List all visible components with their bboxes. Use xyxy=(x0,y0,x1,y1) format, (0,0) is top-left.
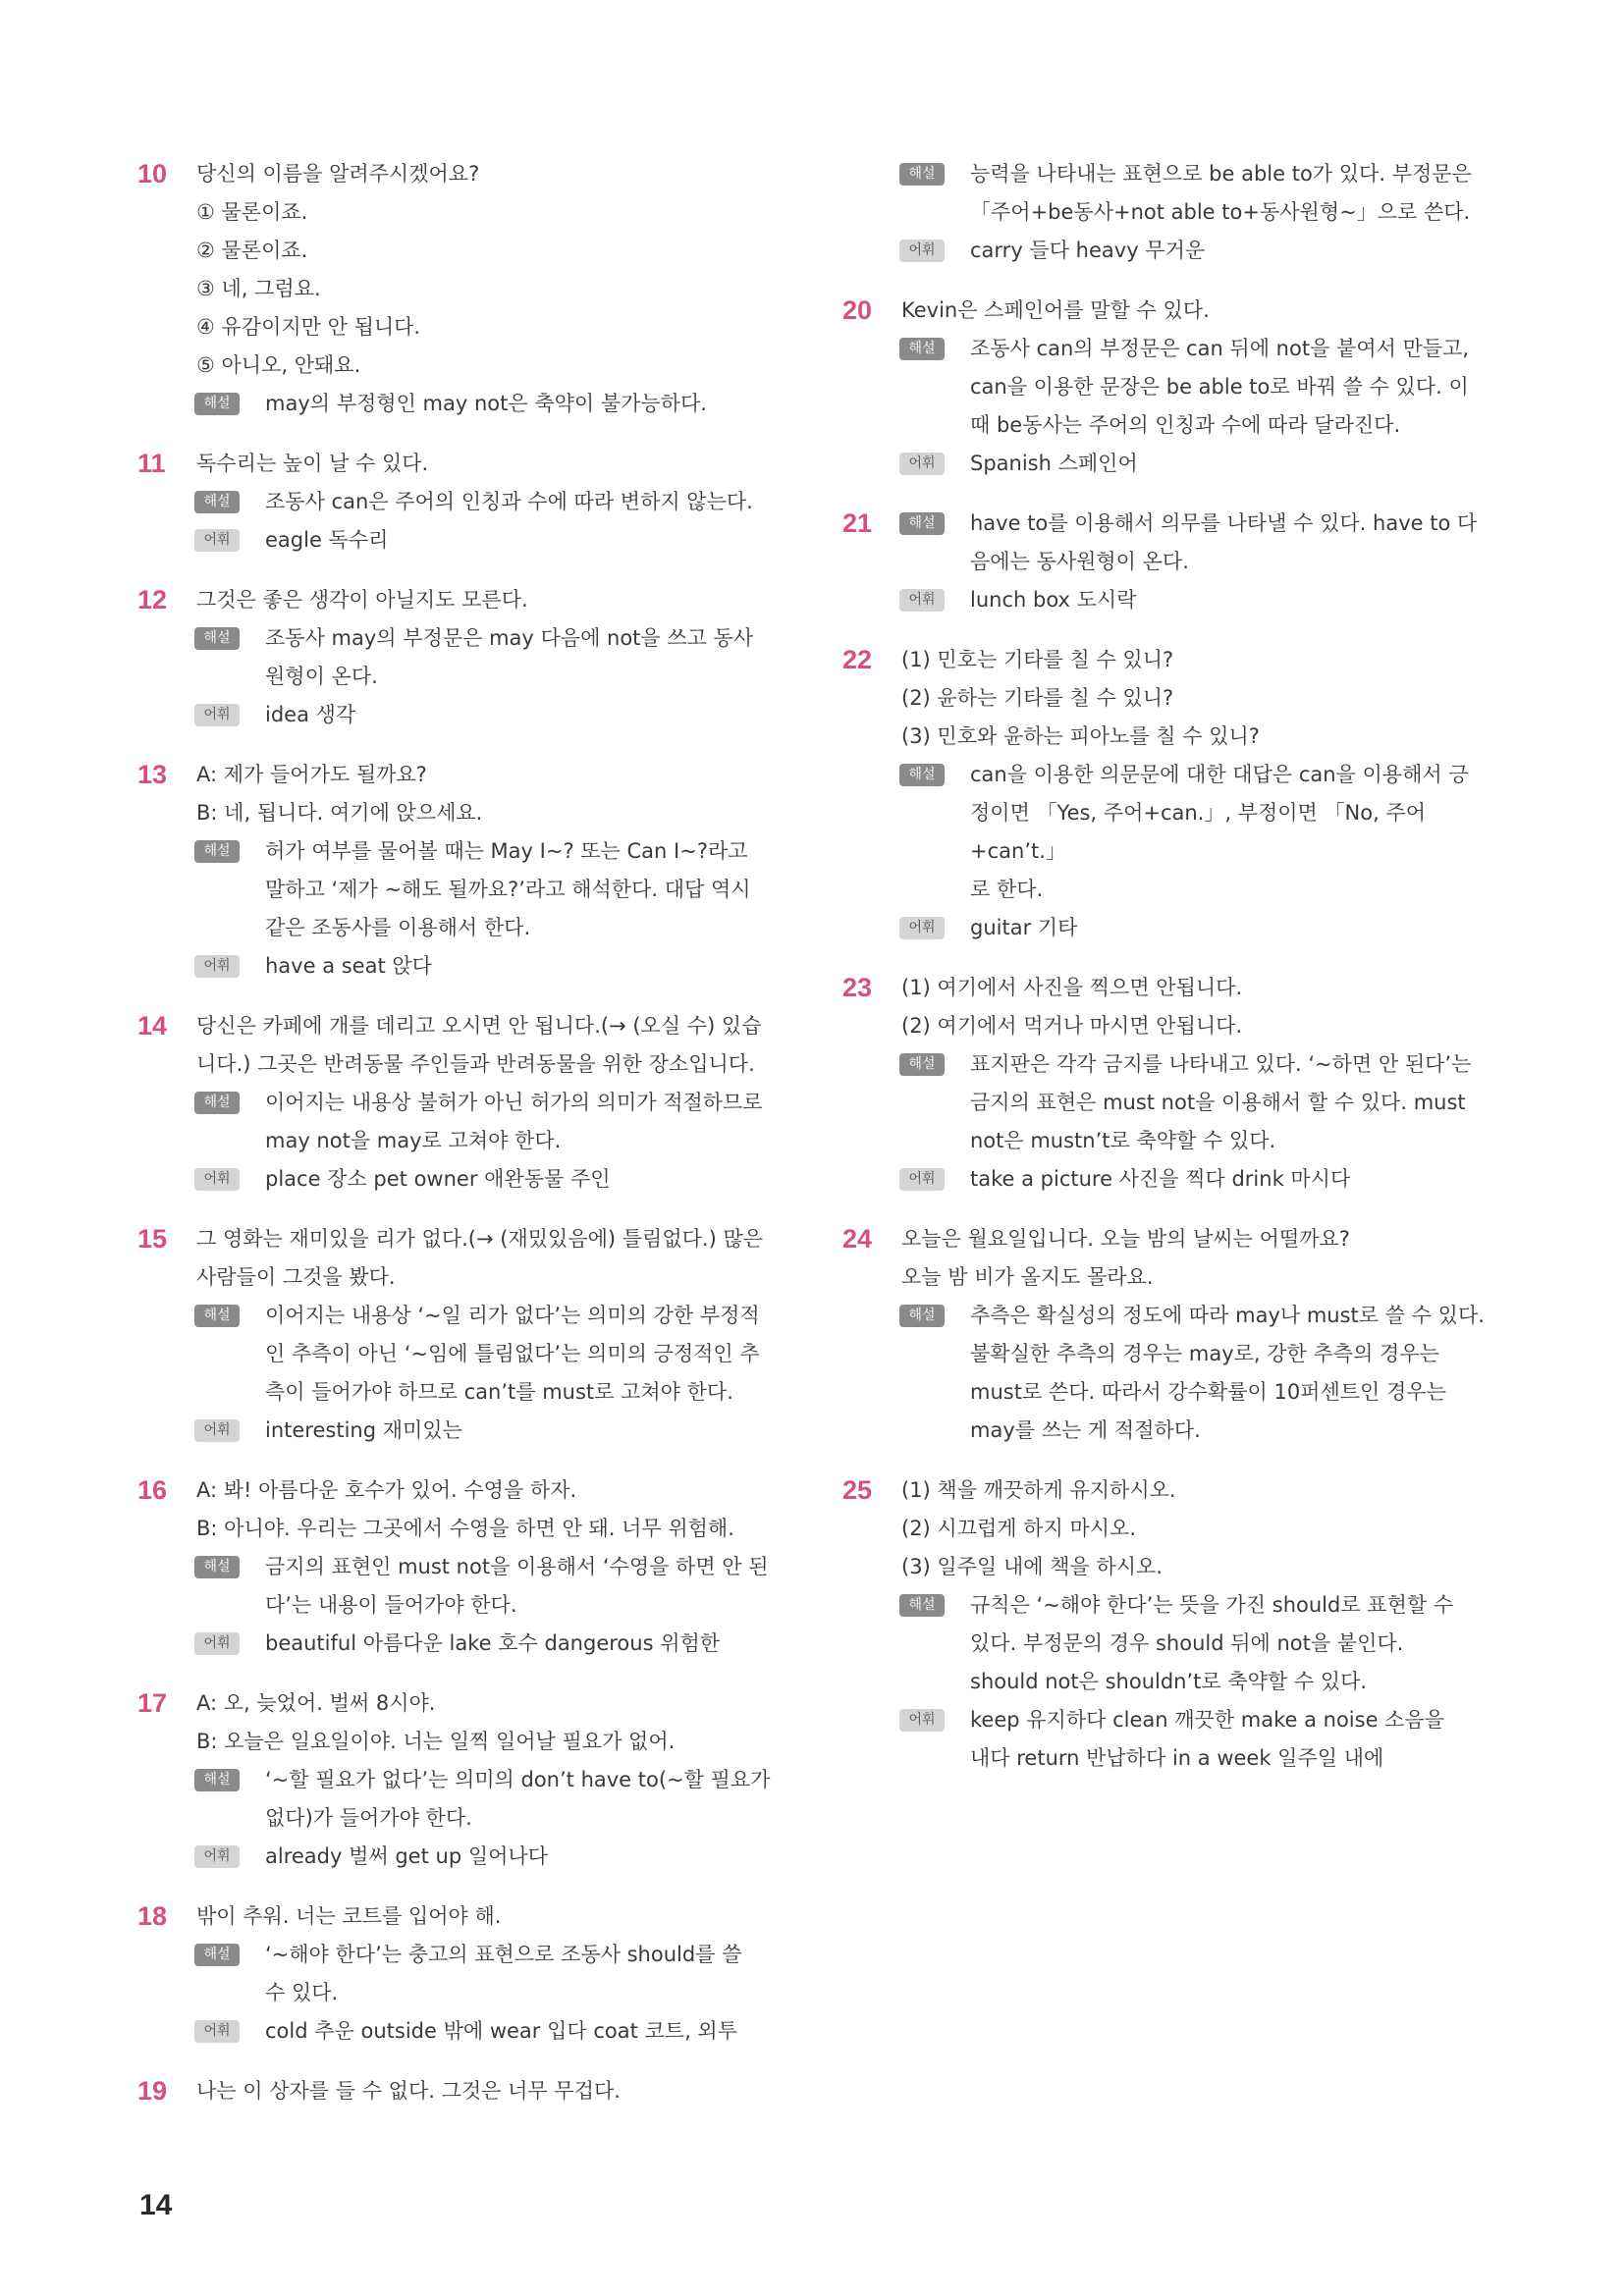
explanation-badge: 해설 xyxy=(194,1769,240,1791)
explanation-line: 원형이 온다. xyxy=(265,665,378,688)
explanation-line xyxy=(842,756,1490,794)
vocabulary-line xyxy=(137,1625,785,1663)
answer-line: (3) 민호와 윤하는 피아노를 칠 수 있니? xyxy=(901,724,1260,748)
answer-line: 13 A: 제가 들어가도 될까요? xyxy=(137,756,785,794)
explanation-text: 조동사 can의 부정문은 can 뒤에 not을 붙여서 만들고, xyxy=(970,337,1470,360)
vocabulary-text: carry 들다 heavy 무거운 xyxy=(970,239,1206,262)
explanation-line: 다’는 내용이 들어가야 한다. xyxy=(265,1593,517,1617)
question-number: 13 xyxy=(137,760,168,789)
answer-line: 22 (1) 민호는 기타를 칠 수 있니? xyxy=(842,641,1490,679)
vocabulary-badge: 어휘 xyxy=(899,1168,945,1191)
left-column xyxy=(137,155,785,2132)
answer-line: 사람들이 그것을 봤다. xyxy=(196,1265,396,1289)
explanation-badge: 해설 xyxy=(899,163,945,186)
answer-item xyxy=(137,1471,785,1663)
explanation-text: 이어지는 내용상 ‘~일 리가 없다’는 의미의 강한 부정적 xyxy=(265,1304,760,1327)
question-number: 22 xyxy=(842,645,873,674)
vocabulary-text: beautiful 아름다운 lake 호수 dangerous 위험한 xyxy=(265,1631,721,1655)
answer-item xyxy=(842,969,1490,1199)
vocabulary-text: keep 유지하다 clean 깨끗한 make a noise 소음을 xyxy=(970,1708,1445,1732)
vocabulary-line: 내다 return 반납하다 in a week 일주일 내에 xyxy=(970,1746,1384,1770)
answer-line: 17 A: 오, 늦었어. 벌써 8시야. xyxy=(137,1684,785,1723)
answer-line: 니다.) 그곳은 반려동물 주인들과 반려동물을 위한 장소입니다. xyxy=(196,1052,755,1076)
answer-line: (2) 윤하는 기타를 칠 수 있니? xyxy=(901,686,1174,710)
vocabulary-line xyxy=(137,1412,785,1450)
answer-line: (3) 일주일 내에 책을 하시오. xyxy=(901,1555,1163,1578)
vocabulary-badge: 어휘 xyxy=(899,1709,945,1732)
answer-line: 15 그 영화는 재미있을 리가 없다.(→ (재밌있음에) 틀림없다.) 많은 xyxy=(137,1220,785,1258)
vocabulary-badge: 어휘 xyxy=(194,1632,240,1655)
explanation-badge: 해설 xyxy=(899,512,945,535)
answer-item xyxy=(842,505,1490,619)
explanation-text: have to를 이용해서 의무를 나타낼 수 있다. have to 다 xyxy=(970,511,1478,535)
answer-line: 18 밖이 추워. 너는 코트를 입어야 해. xyxy=(137,1897,785,1936)
vocabulary-text: idea 생각 xyxy=(265,703,356,726)
answer-item xyxy=(137,445,785,560)
vocabulary-text: interesting 재미있는 xyxy=(265,1418,462,1442)
explanation-line xyxy=(842,505,1490,543)
explanation-text: 이어지는 내용상 불허가 아닌 허가의 의미가 적절하므로 xyxy=(265,1091,763,1114)
answer-line: B: 네, 됩니다. 여기에 앉으세요. xyxy=(196,801,483,825)
answer-line: ③ 네, 그럼요. xyxy=(196,277,321,300)
vocabulary-line xyxy=(842,1701,1490,1739)
explanation-line xyxy=(137,483,785,521)
explanation-line: 음에는 동사원형이 온다. xyxy=(970,550,1189,573)
question-number: 11 xyxy=(137,449,166,478)
explanation-text: may의 부정형인 may not은 축약이 불가능하다. xyxy=(265,392,707,415)
explanation-line xyxy=(137,1297,785,1335)
explanation-text: 조동사 may의 부정문은 may 다음에 not을 쓰고 동사 xyxy=(265,626,754,650)
explanation-text: can을 이용한 의문문에 대한 대답은 can을 이용해서 긍 xyxy=(970,763,1469,786)
answer-line: 14 당신은 카페에 개를 데리고 오시면 안 됩니다.(→ (오실 수) 있습 xyxy=(137,1007,785,1045)
explanation-line: 없다)가 들어가야 한다. xyxy=(265,1806,472,1830)
explanation-badge: 해설 xyxy=(194,1305,240,1327)
vocabulary-text: cold 추운 outside 밖에 wear 입다 coat 코트, 외투 xyxy=(265,2019,738,2043)
explanation-line xyxy=(137,1084,785,1122)
explanation-line xyxy=(137,1548,785,1586)
explanation-line: 로 한다. xyxy=(970,878,1044,901)
explanation-badge: 해설 xyxy=(194,1556,240,1578)
answer-item xyxy=(842,155,1490,270)
vocabulary-badge: 어휘 xyxy=(194,955,240,978)
answer-line: (2) 시끄럽게 하지 마시오. xyxy=(901,1517,1137,1540)
explanation-line: should not은 shouldn’t로 축약할 수 있다. xyxy=(970,1670,1368,1693)
right-column xyxy=(842,155,1490,1799)
explanation-line: 「주어+be동사+not able to+동사원형~」으로 쓴다. xyxy=(970,200,1471,224)
question-number: 10 xyxy=(137,159,168,188)
explanation-text: ‘~해야 한다’는 충고의 표현으로 조동사 should를 쓸 xyxy=(265,1943,742,1966)
explanation-line: 때 be동사는 주어의 인칭과 수에 따라 달라진다. xyxy=(970,413,1401,437)
explanation-text: 규칙은 ‘~해야 한다’는 뜻을 가진 should로 표현할 수 xyxy=(970,1593,1454,1617)
answer-line: 10 당신의 이름을 알려주시겠어요? xyxy=(137,155,785,193)
explanation-line: 측이 들어가야 하므로 can’t를 must로 고쳐야 한다. xyxy=(265,1380,733,1404)
vocabulary-line xyxy=(137,1838,785,1876)
explanation-badge: 해설 xyxy=(194,1944,240,1966)
vocabulary-text: place 장소 pet owner 애완동물 주인 xyxy=(265,1167,611,1191)
explanation-text: 금지의 표현인 must not을 이용해서 ‘수영을 하면 안 된 xyxy=(265,1555,769,1578)
question-number: 18 xyxy=(137,1901,168,1931)
vocabulary-line xyxy=(842,445,1490,483)
vocabulary-line xyxy=(842,232,1490,270)
explanation-line: 불확실한 추측의 경우는 may로, 강한 추측의 경우는 xyxy=(970,1342,1439,1365)
answer-line: ⑤ 아니오, 안돼요. xyxy=(196,353,361,377)
answer-item xyxy=(842,1471,1490,1778)
explanation-badge: 해설 xyxy=(194,491,240,513)
vocabulary-badge: 어휘 xyxy=(899,240,945,262)
explanation-line xyxy=(842,1297,1490,1335)
explanation-badge: 해설 xyxy=(899,1053,945,1076)
answer-line: 11 독수리는 높이 날 수 있다. xyxy=(137,445,785,483)
answer-line: 16 A: 봐! 아름다운 호수가 있어. 수영을 하자. xyxy=(137,1471,785,1510)
question-number: 14 xyxy=(137,1011,168,1041)
explanation-line: 같은 조동사를 이용해서 한다. xyxy=(265,916,531,939)
explanation-line: may not을 may로 고쳐야 한다. xyxy=(265,1129,562,1152)
question-number: 12 xyxy=(137,585,168,614)
vocabulary-badge: 어휘 xyxy=(194,1168,240,1191)
question-number: 24 xyxy=(842,1224,873,1254)
explanation-badge: 해설 xyxy=(899,764,945,786)
explanation-line: 있다. 부정문의 경우 should 뒤에 not을 붙인다. xyxy=(970,1631,1404,1655)
vocabulary-badge: 어휘 xyxy=(194,704,240,726)
question-number: 20 xyxy=(842,295,873,325)
explanation-badge: 해설 xyxy=(194,627,240,650)
explanation-text: 추측은 확실성의 정도에 따라 may나 must로 쓸 수 있다. xyxy=(970,1304,1485,1327)
answer-item xyxy=(137,155,785,423)
answer-line: 23 (1) 여기에서 사진을 찍으면 안됩니다. xyxy=(842,969,1490,1007)
answer-item xyxy=(137,1897,785,2051)
explanation-line xyxy=(137,619,785,658)
explanation-line xyxy=(137,1936,785,1974)
explanation-line xyxy=(137,385,785,423)
vocabulary-text: take a picture 사진을 찍다 drink 마시다 xyxy=(970,1167,1351,1191)
explanation-line xyxy=(137,1761,785,1799)
answer-item xyxy=(842,641,1490,947)
explanation-line: may를 쓰는 게 적절하다. xyxy=(970,1418,1201,1442)
question-number: 23 xyxy=(842,973,873,1002)
answer-line: (2) 여기에서 먹거나 마시면 안됩니다. xyxy=(901,1014,1243,1038)
explanation-line: 금지의 표현은 must not을 이용해서 할 수 있다. must xyxy=(970,1091,1466,1114)
answer-line: 12 그것은 좋은 생각이 아닐지도 모른다. xyxy=(137,581,785,619)
vocabulary-text: guitar 기타 xyxy=(970,916,1078,939)
vocabulary-line xyxy=(137,1160,785,1199)
explanation-line: must로 쓴다. 따라서 강수확률이 10퍼센트인 경우는 xyxy=(970,1380,1446,1404)
vocabulary-text: eagle 독수리 xyxy=(265,528,389,552)
question-number: 15 xyxy=(137,1224,168,1254)
explanation-line: not은 mustn’t로 축약할 수 있다. xyxy=(970,1129,1276,1152)
explanation-badge: 해설 xyxy=(899,338,945,360)
vocabulary-badge: 어휘 xyxy=(194,1419,240,1442)
vocabulary-line xyxy=(842,1160,1490,1199)
page-number: 14 xyxy=(139,2189,173,2221)
question-number: 16 xyxy=(137,1475,168,1505)
answer-line: ② 물론이죠. xyxy=(196,239,308,262)
vocabulary-text: have a seat 앉다 xyxy=(265,954,432,978)
question-number: 17 xyxy=(137,1688,168,1718)
answer-item xyxy=(137,581,785,734)
answer-item xyxy=(137,756,785,986)
explanation-text: 표지판은 각각 금지를 나타내고 있다. ‘~하면 안 된다’는 xyxy=(970,1052,1472,1076)
answer-line: 24 오늘은 월요일입니다. 오늘 밤의 날씨는 어떨까요? xyxy=(842,1220,1490,1258)
explanation-line: 말하고 ‘제가 ~해도 될까요?’라고 해석한다. 대답 역시 xyxy=(265,878,751,901)
vocabulary-line xyxy=(842,581,1490,619)
answer-item xyxy=(137,2072,785,2110)
explanation-line xyxy=(842,155,1490,193)
answer-line: ④ 유감이지만 안 됩니다. xyxy=(196,315,421,339)
vocabulary-line xyxy=(137,947,785,986)
vocabulary-text: already 벌써 get up 일어나다 xyxy=(265,1844,548,1868)
answer-item xyxy=(137,1684,785,1876)
explanation-line xyxy=(842,1045,1490,1084)
explanation-badge: 해설 xyxy=(194,393,240,415)
explanation-badge: 해설 xyxy=(899,1594,945,1617)
explanation-line: can을 이용한 문장은 be able to로 바꿔 쓸 수 있다. 이 xyxy=(970,375,1469,399)
explanation-text: 허가 여부를 물어볼 때는 May I~? 또는 Can I~?라고 xyxy=(265,839,748,863)
vocabulary-line xyxy=(137,521,785,560)
answer-line: 20 Kevin은 스페인어를 말할 수 있다. xyxy=(842,292,1490,330)
vocabulary-badge: 어휘 xyxy=(194,1845,240,1868)
explanation-badge: 해설 xyxy=(899,1305,945,1327)
explanation-line: 수 있다. xyxy=(265,1981,339,2004)
explanation-line: 정이면 「Yes, 주어+can.」, 부정이면 「No, 주어+can’t.」 xyxy=(970,801,1426,863)
explanation-text: 능력을 나타내는 표현으로 be able to가 있다. 부정문은 xyxy=(970,162,1472,186)
explanation-text: 조동사 can은 주어의 인칭과 수에 따라 변하지 않는다. xyxy=(265,490,753,513)
answer-line: 19 나는 이 상자를 들 수 없다. 그것은 너무 무겁다. xyxy=(137,2072,785,2110)
question-number: 19 xyxy=(137,2076,168,2106)
answer-item xyxy=(137,1007,785,1199)
question-number: 21 xyxy=(842,508,873,538)
answer-item xyxy=(137,1220,785,1450)
vocabulary-line xyxy=(137,2012,785,2051)
vocabulary-badge: 어휘 xyxy=(194,529,240,552)
vocabulary-line xyxy=(137,696,785,734)
explanation-badge: 해설 xyxy=(194,840,240,863)
vocabulary-text: lunch box 도시락 xyxy=(970,588,1137,612)
answer-line: ① 물론이죠. xyxy=(196,200,308,224)
answer-line: 오늘 밤 비가 올지도 몰라요. xyxy=(901,1265,1154,1289)
vocabulary-line xyxy=(842,909,1490,947)
answer-line: 25 (1) 책을 깨끗하게 유지하시오. xyxy=(842,1471,1490,1510)
explanation-line xyxy=(842,1586,1490,1625)
vocabulary-text: Spanish 스페인어 xyxy=(970,452,1138,475)
answer-line: B: 아니야. 우리는 그곳에서 수영을 하면 안 돼. 너무 위험해. xyxy=(196,1517,734,1540)
explanation-line: 인 추측이 아닌 ‘~임에 틀림없다’는 의미의 긍정적인 추 xyxy=(265,1342,760,1365)
question-number: 25 xyxy=(842,1475,873,1505)
vocabulary-badge: 어휘 xyxy=(194,2020,240,2043)
explanation-text: ‘~할 필요가 없다’는 의미의 don’t have to(~할 필요가 xyxy=(265,1768,771,1791)
answer-item xyxy=(842,292,1490,483)
vocabulary-badge: 어휘 xyxy=(899,589,945,612)
vocabulary-badge: 어휘 xyxy=(899,917,945,939)
explanation-line xyxy=(137,832,785,871)
explanation-badge: 해설 xyxy=(194,1092,240,1114)
explanation-line xyxy=(842,330,1490,368)
vocabulary-badge: 어휘 xyxy=(899,453,945,475)
answer-line: B: 오늘은 일요일이야. 너는 일찍 일어날 필요가 없어. xyxy=(196,1730,676,1753)
answer-item xyxy=(842,1220,1490,1450)
